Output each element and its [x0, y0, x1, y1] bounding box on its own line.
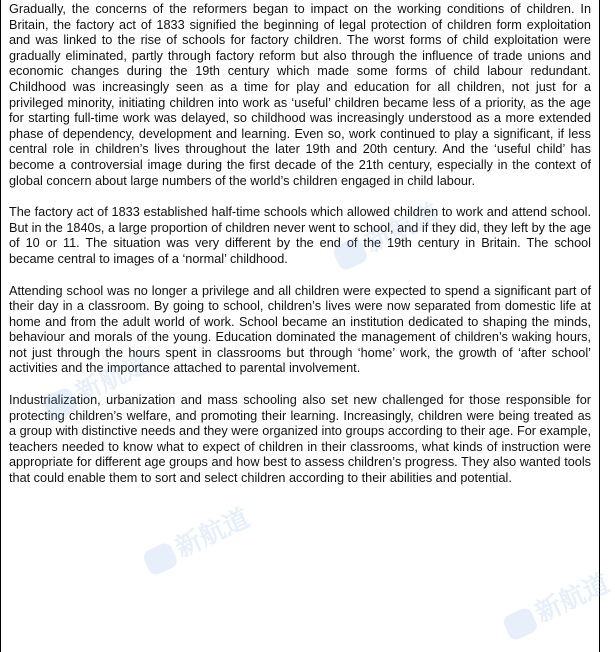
- paragraph-4: Industrialization, urbanization and mass schooling also set new challenged for those responsible for protecting children’s welfare, and promoting their learning. Increasingly, children were being treated as a group with distinctive needs and they were organized into groups according to their age. For example, teachers needed to know what to expect of children in their classrooms, what kinds of instruction were appropriate for different age groups and how best to assess children’s progress. They also wanted tools that could enable them to sort and select children according to their abilities and potential.: [9, 393, 591, 486]
- paragraph-gap: [9, 377, 591, 393]
- watermark-text: 新航道: [170, 502, 254, 563]
- paragraph-1: Gradually, the concerns of the reformers began to impact on the working conditions of children. In Britain, the factory act of 1833 signified the beginning of legal protection of children form exploitation and was linked to the rise of schools for factory children. The worst forms of child exploitation were gradually eliminated, partly through factory reform but also through the influence of trade unions and economic changes during the 19th century which made some forms of child labour redundant. Childhood was increasingly seen as a time for play and education for all children, not just for a privileged minority, initiating children into work as ‘useful’ children became less of a priority, as the age for starting full-time work was delayed, so childhood was increasingly understood as a more extended phase of dependency, development and learning. Even so, work continued to play a significant, if less central role in children’s lives throughout the later 19th and 20th century. And the ‘useful child’ has become a controversial image during the first decade of the 21th century, especially in the context of global concern about large numbers of the world’s children engaged in child labour.: [9, 2, 591, 188]
- paragraph-gap: [9, 268, 591, 284]
- watermark-text: 新航道: [70, 347, 154, 408]
- watermark-text: 新航道: [530, 567, 614, 628]
- paragraph-2: The factory act of 1833 established half-time schools which allowed children to work and attend school. But in the 1840s, a large proportion of children never went to school, and if they did, they left by the age of 10 or 11. The situation was very different by the end of the 19th century in Britain. The school became central to images of a ‘normal’ childhood.: [9, 205, 591, 266]
- watermark-text: 新航道: [360, 197, 444, 258]
- paragraph-gap: [9, 189, 591, 205]
- paragraph-3: Attending school was no longer a privilege and all children were expected to spend a significant part of their day in a classroom. By going to school, children’s lives were now separated from domestic life at home and from the adult world of work. School became an institution dedicated to shaping the minds, behaviour and morals of the young. Education dominated the management of children’s waking hours, not just through the hours spent in classrooms but through ‘home’ work, the growth of ‘after school’ activities and the importance attached to parental involvement.: [9, 283, 591, 376]
